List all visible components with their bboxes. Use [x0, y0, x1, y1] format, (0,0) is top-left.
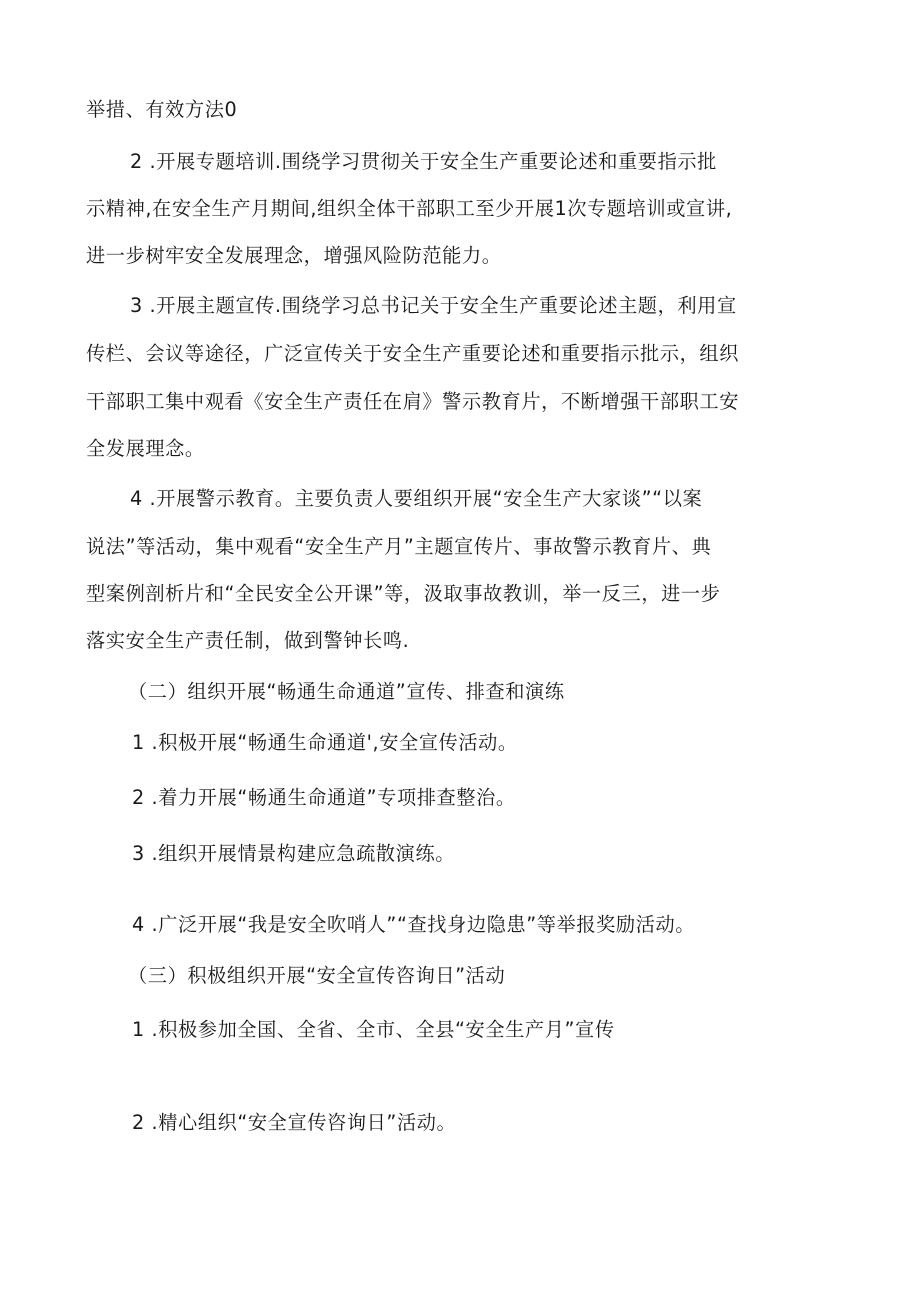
paragraph-line: 举措、有效方法0 [86, 98, 238, 121]
paragraph-line: 说法”等活动，集中观看“安全生产月”主题宣传片、事故警示教育片、典 [86, 535, 712, 558]
paragraph-line: 2 .开展专题培训.围绕学习贯彻关于安全生产重要论述和重要指示批 [130, 150, 717, 173]
paragraph-line: 全发展理念。 [86, 437, 205, 460]
list-item: 1 .积极参加全国、全省、全市、全县“安全生产月”宣传 [132, 1018, 615, 1041]
paragraph-line: 4 .开展警示教育。主要负责人要组织开展“安全生产大家谈”“以案 [130, 487, 703, 510]
list-item: 3 .组织开展情景构建应急疏散演练。 [132, 842, 456, 865]
section-heading: （三）积极组织开展“安全宣传咨询日”活动 [128, 964, 506, 987]
list-item: 2 .精心组织“安全宣传咨询日”活动。 [132, 1111, 457, 1134]
paragraph-line: 落实安全生产责任制，做到警钟长鸣. [86, 629, 410, 652]
paragraph-line: 型案例剖析片和“全民安全公开课”等，汲取事故教训，举一反三，进一步 [86, 582, 721, 605]
paragraph-line: 进一步树牢安全发展理念，增强风险防范能力。 [86, 244, 502, 267]
paragraph-line: 3 .开展主题宣传.围绕学习总书记关于安全生产重要论述主题，利用宣 [130, 294, 737, 317]
list-item: 1 .积极开展“畅通生命通道',安全宣传活动。 [132, 731, 518, 754]
list-item: 4 .广泛开展“我是安全吹哨人”“查找身边隐患”等举报奖励活动。 [132, 913, 696, 936]
section-heading: （二）组织开展“畅通生命通道”宣传、排查和演练 [128, 680, 565, 703]
paragraph-line: 示精神,在安全生产月期间,组织全体干部职工至少开展1次专题培训或宣讲, [86, 197, 733, 220]
paragraph-line: 传栏、会议等途径，广泛宣传关于安全生产重要论述和重要指示批示，组织 [86, 342, 739, 365]
list-item: 2 .着力开展“畅通生命通道”专项排查整治。 [132, 786, 516, 809]
paragraph-line: 干部职工集中观看《安全生产责任在肩》警示教育片，不断增强干部职工安 [86, 390, 739, 413]
